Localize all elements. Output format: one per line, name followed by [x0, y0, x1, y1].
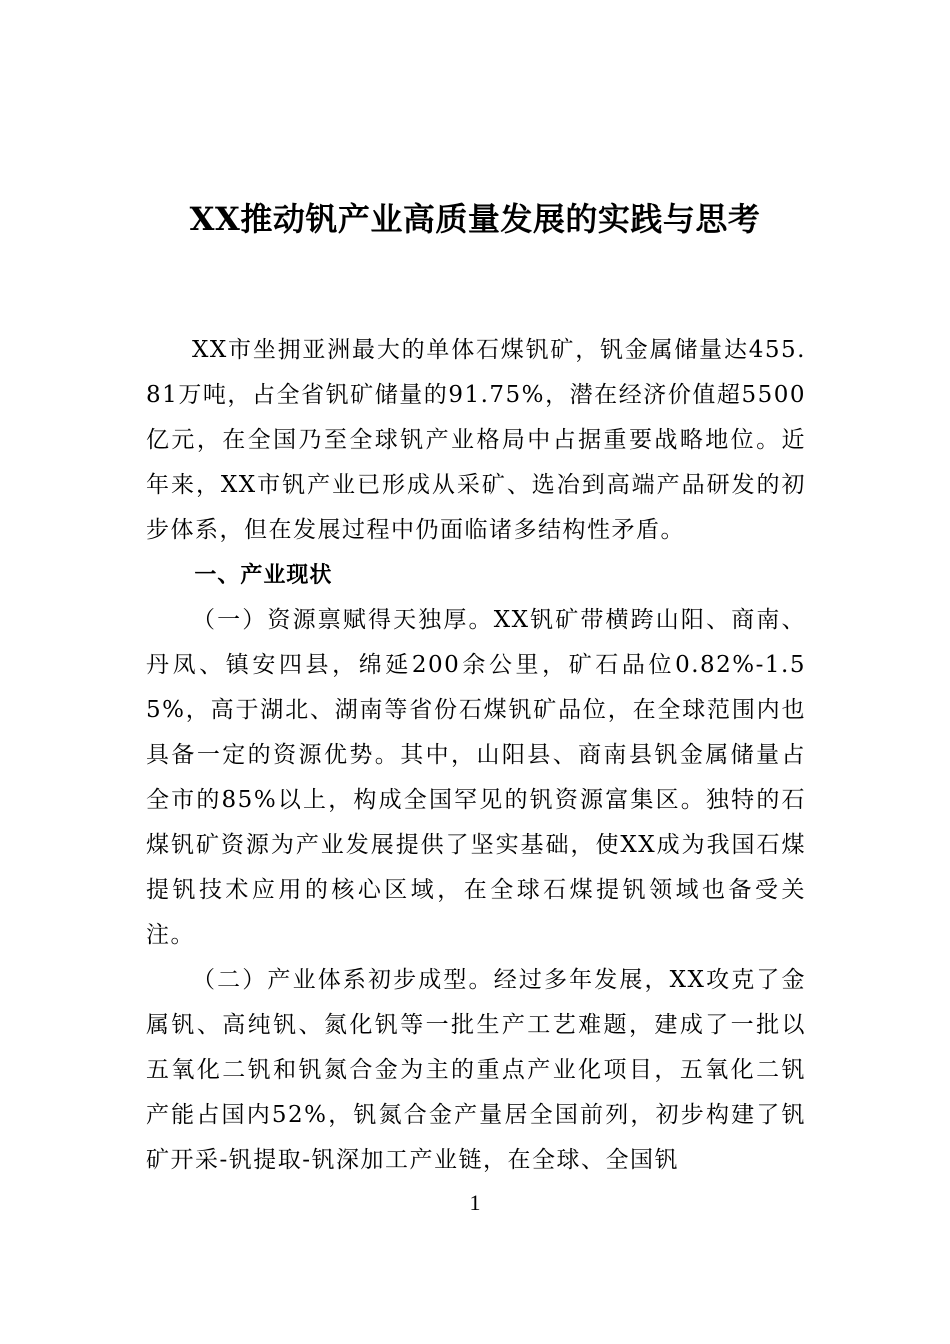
intro-paragraph: XX市坐拥亚洲最大的单体石煤钒矿，钒金属储量达455.81万吨，占全省钒矿储量的91.75%，潜在经济价值超5500亿元，在全国乃至全球钒产业格局中占据重要战略地位。近年来，XX市钒产业已形成从采矿、选冶到高端产品研发的初步体系，但在发展过程中仍面临诸多结构性矛盾。	[146, 337, 806, 543]
section-paragraph-resources: （一）资源禀赋得天独厚。XX钒矿带横跨山阳、商南、丹凤、镇安四县，绵延200余公里，矿石品位0.82%-1.55%，高于湖北、湖南等省份石煤钒矿品位，在全球范围内也具备一定的资源优势。其中，山阳县、商南县钒金属储量占全市的85%以上，构成全国罕见的钒资源富集区。独特的石煤钒矿资源为产业发展提供了坚实基础，使XX成为我国石煤提钒技术应用的核心区域，在全球石煤提钒领域也备受关注。	[146, 607, 806, 948]
document-body	[146, 328, 806, 1183]
page-number: 1	[469, 1190, 481, 1215]
section-paragraph-industry: （二）产业体系初步成型。经过多年发展，XX攻克了金属钒、高纯钒、氮化钒等一批生产工艺难题，建成了一批以五氧化二钒和钒氮合金为主的重点产业化项目，五氧化二钒产能占国内52%，钒氮合金产量居全国前列，初步构建了钒矿开采-钒提取-钒深加工产业链，在全球、全国钒	[146, 967, 806, 1173]
document-title: XX推动钒产业高质量发展的实践与思考	[189, 200, 761, 238]
section-heading: 一、产业现状	[194, 563, 333, 588]
